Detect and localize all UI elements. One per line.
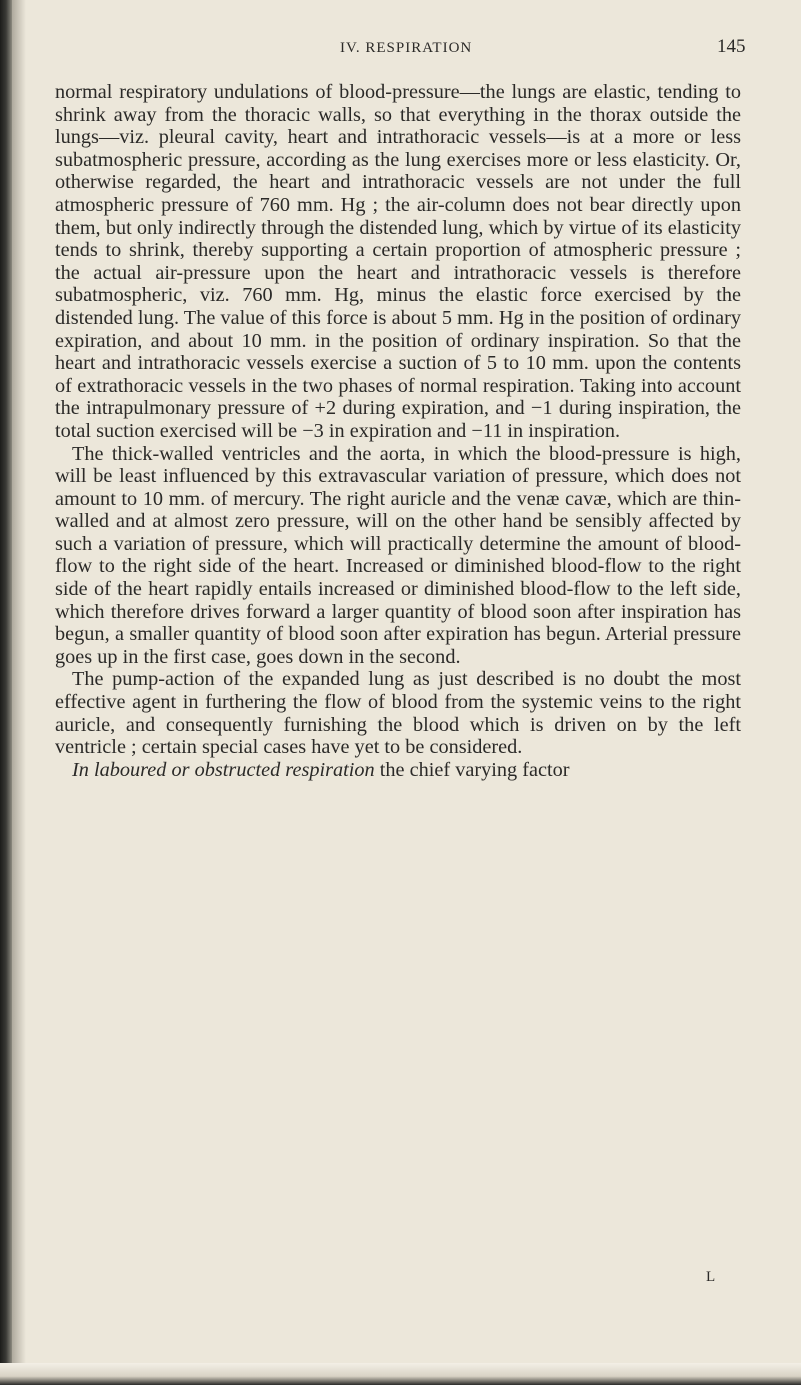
page-bottom-edge — [0, 1363, 801, 1385]
paragraph-3: The pump-action of the expanded lung as just described is no doubt the most effective agent in furthering the flow of blood from the systemic veins to the right auricle, and consequently furnishing the blood which is driven on by the left ventricle ; certain special cases have yet to be considered. — [55, 668, 741, 759]
paragraph-1: normal respiratory undulations of blood-pressure—the lungs are elastic, tending to shrink away from the thoracic walls, so that everything in the thorax outside the lungs—viz. pleural cavity, heart and intrathoracic vessels—is at a more or less subatmospheric pressure, according as the lung exercises more or less elasticity. Or, otherwise regarded, the heart and intrathoracic vessels are not under the full atmospheric pressure of 760 mm. Hg ; the air-column does not bear directly upon them, but only indirectly through the distended lung, which by virtue of its elasticity tends to shrink, thereby supporting a certain proportion of atmospheric pressure ; the actual air-pressure upon the heart and intrathoracic vessels is therefore subatmospheric, viz. 760 mm. Hg, minus the elastic force exercised by the distended lung. The value of this force is about 5 mm. Hg in the position of ordinary expiration, and about 10 mm. in the position of ordinary inspiration. So that the heart and intrathoracic vessels exercise a suction of 5 to 10 mm. upon the contents of extrathoracic vessels in the two phases of normal respiration. Taking into account the intrapulmonary pressure of +2 during expiration, and −1 during inspiration, the total suction exercised will be −3 in expiration and −11 in inspiration. — [55, 81, 741, 442]
paragraph-4-italic-lead: In laboured or obstructed respiration — [72, 758, 375, 781]
gutter-shadow — [12, 0, 26, 1385]
body-text — [55, 81, 741, 781]
signature-mark: L — [706, 1269, 716, 1285]
paragraph-2: The thick-walled ventricles and the aorta, in which the blood-pressure is high, will be least influenced by this extravascular variation of pressure, which does not amount to 10 mm. of mercury. The right auricle and the venæ cavæ, which are thin-walled and at almost zero pressure, will on the other hand be sensibly affected by such a variation of pressure, which will practically determine the amount of blood-flow to the right side of the heart. Increased or diminished blood-flow to the right side of the heart rapidly entails increased or diminished blood-flow to the left side, which therefore drives forward a larger quantity of blood soon after inspiration has begun, a smaller quantity of blood soon after expiration has begun. Arterial pressure goes up in the first case, goes down in the second. — [55, 442, 741, 668]
book-binding-edge — [0, 0, 12, 1385]
running-head: IV. RESPIRATION — [340, 40, 473, 56]
paragraph-4 — [55, 759, 741, 782]
paragraph-4-text: the chief varying factor — [374, 758, 570, 781]
page-number: 145 — [717, 36, 746, 57]
page-header — [0, 36, 801, 66]
